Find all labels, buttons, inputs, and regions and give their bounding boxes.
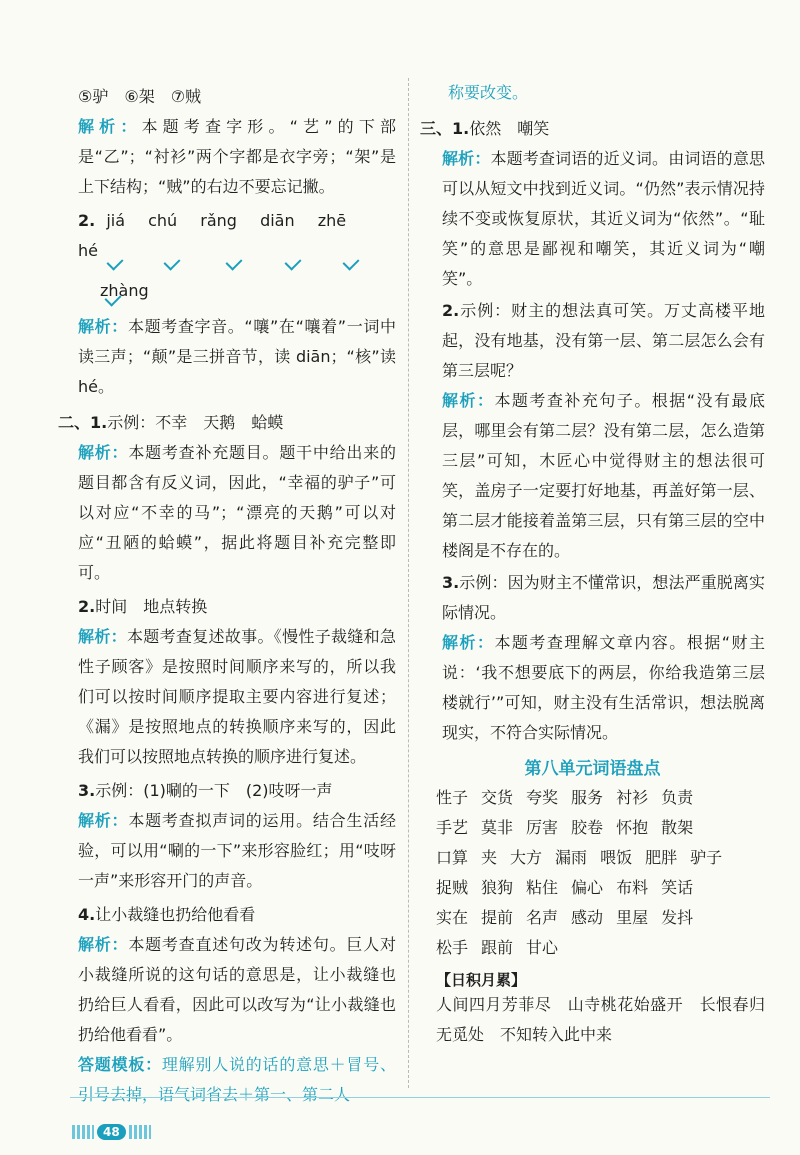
word: 布料 — [616, 878, 649, 897]
pinyin-check-marks-2 — [78, 306, 396, 312]
analysis-r2 — [420, 386, 765, 566]
footer-rule — [70, 1097, 770, 1098]
analysis-r1 — [420, 144, 765, 294]
pinyin-3: rǎng — [200, 211, 237, 230]
word: 手艺 — [436, 818, 469, 837]
section-2-q1 — [58, 408, 396, 438]
s2-q2-answer: 时间 地点转换 — [95, 597, 208, 616]
s3-q3 — [420, 568, 765, 628]
analysis-5 — [78, 806, 396, 896]
pinyin-2: chú — [148, 211, 178, 230]
s2-q2-number: 2. — [78, 597, 96, 616]
page-number-badge — [72, 1123, 151, 1141]
accumulation-text: 人间四月芳菲尽 山寺桃花始盛开 长恨春归无觅处 不知转入此中来 — [436, 995, 765, 1044]
word: 怀抱 — [616, 818, 649, 837]
page-number: 48 — [97, 1124, 126, 1140]
pinyin-5: zhē — [317, 211, 347, 230]
analysis-label: 解析： — [442, 391, 495, 410]
s3-q2-number: 2. — [442, 301, 460, 320]
word: 莫非 — [481, 818, 514, 837]
analysis-text: 本题考查复述故事。《慢性子裁缝和急性子顾客》是按照时间顺序来写的，所以我们可以按时间顺序提取主要内容进行复述；《漏》是按照地点的转换顺序来写的，因此我们可以按照地点转换的顺序进行复述。 — [78, 627, 396, 766]
analysis-label: 解析： — [78, 443, 129, 462]
word-row — [436, 873, 765, 903]
analysis-r3 — [420, 628, 765, 748]
word: 夸奖 — [526, 788, 559, 807]
analysis-text: 本题考查拟声词的运用。结合生活经验，可以用“唰的一下”来形容脸红；用“吱呀一声”来形容开门的声音。 — [78, 811, 396, 890]
unit-8-title: 第八单元词语盘点 — [524, 759, 661, 779]
word-row — [436, 933, 765, 963]
analysis-label: 解析： — [78, 627, 127, 646]
q2-number: 2. — [78, 211, 96, 230]
pinyin-check-marks — [106, 266, 396, 276]
word: 偏心 — [571, 878, 604, 897]
analysis-text: 本题考查字音。“嚷”在“嚷着”一词中读三声；“颠”是三拼音节，读 diān；“核”读 hé。 — [78, 317, 396, 396]
word: 散架 — [661, 818, 694, 837]
template-label: 答题模板： — [78, 1055, 162, 1074]
left-column — [58, 82, 396, 1110]
analysis-text: 本题考查补充题目。题干中给出来的题目都含有反义词，因此，“幸福的驴子”可以对应“不幸的马”；“漂亮的天鹅”可以对应“丑陋的蛤蟆”，据此将题目补充完整即可。 — [78, 443, 396, 582]
s3-q3-answer: 示例：因为财主不懂常识，想法严重脱离实际情况。 — [442, 573, 765, 622]
template-continued: 称要改变。 — [448, 83, 529, 102]
word: 大方 — [510, 848, 543, 867]
analysis-3 — [78, 438, 396, 588]
word: 粘住 — [526, 878, 559, 897]
word: 夹 — [481, 848, 498, 867]
section-3-q1 — [420, 114, 765, 144]
word: 松手 — [436, 938, 469, 957]
analysis-label: 解析： — [78, 117, 142, 136]
word-row — [436, 813, 765, 843]
word: 肥胖 — [645, 848, 678, 867]
s2-q3 — [78, 776, 396, 806]
word: 实在 — [436, 908, 469, 927]
word: 交货 — [481, 788, 514, 807]
analysis-text: 本题考查补充句子。根据“没有最底层，哪里会有第二层？没有第二层，怎么造第三层”可知，木匠心中觉得财主的想法很可笑，盖房子一定要打好地基，再盖好第一层、第二层才能接着盖第三层，只有第三层的空中楼阁是不存在的。 — [442, 391, 765, 560]
word-row — [436, 843, 765, 873]
word-row — [436, 783, 765, 813]
word: 笑话 — [661, 878, 694, 897]
pinyin-6: hé — [78, 241, 98, 260]
analysis-label: 解析： — [78, 935, 129, 954]
analysis-1 — [78, 112, 396, 202]
word: 甘心 — [526, 938, 559, 957]
analysis-label: 解析： — [78, 317, 128, 336]
analysis-text: 本题考查直述句改为转述句。巨人对小裁缝所说的这句话的意思是，让小裁缝也扔给巨人看看，因此可以改写为“让小裁缝也扔给他看看”。 — [78, 935, 396, 1044]
word: 口算 — [436, 848, 469, 867]
pinyin-zhang: zhàng — [100, 281, 149, 300]
analysis-2 — [78, 312, 396, 402]
word: 服务 — [571, 788, 604, 807]
analysis-label: 解析： — [442, 149, 491, 168]
word: 漏雨 — [555, 848, 588, 867]
s2-q4 — [78, 900, 396, 930]
word: 名声 — [526, 908, 559, 927]
analysis-text: 本题考查词语的近义词。由词语的意思可以从短文中找到近义词。“仍然”表示情况持续不变或恢复原状，其近义词为“依然”。“耻笑”的意思是鄙视和嘲笑，其近义词为“嘲笑”。 — [442, 149, 765, 288]
s3-q3-number: 3. — [442, 573, 460, 592]
section-3-number: 三、1. — [420, 119, 470, 138]
decor-bars-icon — [129, 1125, 151, 1139]
answer-items-5-7: ⑤驴 ⑥架 ⑦贼 — [78, 87, 202, 106]
word: 发抖 — [661, 908, 694, 927]
word: 负责 — [661, 788, 694, 807]
word-list — [420, 783, 765, 963]
right-column — [420, 78, 765, 1050]
analysis-text: 本题考查字形。“艺”的下部是“乙”；“衬衫”两个字都是衣字旁；“架”是上下结构；“贼”的右边不要忘记撇。 — [78, 117, 396, 196]
s2-q4-answer: 让小裁缝也扔给他看看 — [95, 905, 256, 924]
word: 厉害 — [526, 818, 559, 837]
section-3-answer: 依然 嘲笑 — [469, 119, 550, 138]
word-row — [436, 903, 765, 933]
accumulation-title: 【日积月累】 — [436, 971, 527, 989]
s2-q3-answer: 示例：(1)唰的一下 (2)吱呀一声 — [95, 781, 333, 800]
analysis-label: 解析： — [78, 811, 129, 830]
analysis-label: 解析： — [442, 633, 495, 652]
section-2-number: 二、1. — [58, 413, 108, 432]
column-divider — [408, 78, 409, 1088]
word: 喂饭 — [600, 848, 633, 867]
analysis-4 — [78, 622, 396, 772]
decor-bars-icon — [72, 1125, 94, 1139]
word: 性子 — [436, 788, 469, 807]
word: 提前 — [481, 908, 514, 927]
word: 衬衫 — [616, 788, 649, 807]
s2-q4-number: 4. — [78, 905, 96, 924]
word: 狼狗 — [481, 878, 514, 897]
word: 跟前 — [481, 938, 514, 957]
word: 胶卷 — [571, 818, 604, 837]
analysis-6 — [78, 930, 396, 1050]
word: 捉贼 — [436, 878, 469, 897]
analysis-text: 本题考查理解文章内容。根据“财主说：‘我不想要底下的两层，你给我造第三层楼就行’”可知，财主没有生活常识，想法脱离现实，不符合实际情况。 — [442, 633, 765, 742]
pinyin-4: diān — [260, 211, 295, 230]
s3-q2 — [420, 296, 765, 386]
s3-q2-answer: 示例：财主的想法真可笑。万丈高楼平地起，没有地基，没有第一层、第二层怎么会有第三层呢？ — [442, 301, 765, 380]
template-text: 理解别人说的话的意思＋冒号、引号去掉，语气词省去＋第一、第二人 — [78, 1055, 396, 1104]
answer-template — [78, 1050, 396, 1110]
section-2-answer: 示例：不幸 天鹅 蛤蟆 — [107, 413, 284, 432]
pinyin-1: jiá — [106, 211, 126, 230]
s2-q2 — [78, 592, 396, 622]
word: 感动 — [571, 908, 604, 927]
word: 驴子 — [690, 848, 723, 867]
s2-q3-number: 3. — [78, 781, 96, 800]
word: 里屋 — [616, 908, 649, 927]
